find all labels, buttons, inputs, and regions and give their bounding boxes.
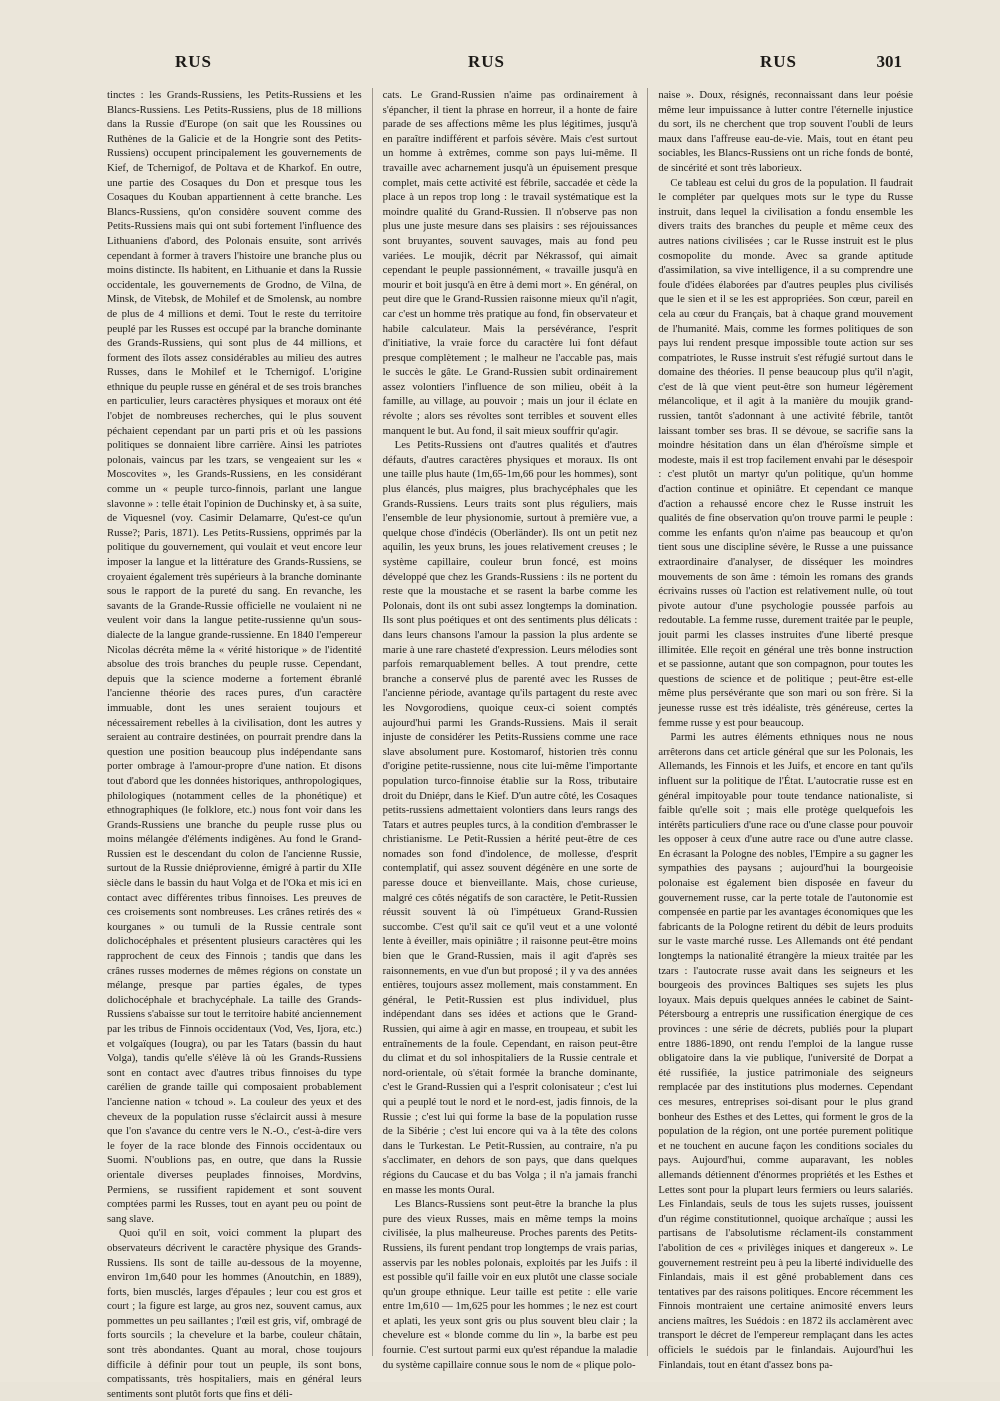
- column-divider: [372, 88, 373, 1356]
- column-2: [382, 88, 638, 1371]
- column-1: [107, 88, 362, 1400]
- column-divider: [647, 88, 648, 1356]
- running-header: [0, 52, 1000, 82]
- paragraph: tinctes : les Grands-Russiens, les Petits-Russiens et les Blancs-Russiens. Les Petits-Russiens, plus de 18 millions dans la Russie d'Europe (on sait que les Roussines ou Ruthènes de la Galicie et de la Hongrie sont des Petits-Russiens) occupent principalement les gouvernements de Kief, de Tchernigof, de Poltava et de Kharkof. En outre, une partie des Cosaques du Don et presque tous les Cosaques du Kouban appartiennent à cette branche. Les Blancs-Russiens, qu'on considère souvent comme des Petits-Russiens mais qui ont subi fortement l'influence des Lithuaniens d'abord, des Polonais ensuite, sont arrivés cependant à former à travers l'histoire une branche plus ou moins distincte. Ils habitent, en Lithuanie et dans la Russie occidentale, les gouvernements de Grodno, de Vilna, de Minsk, de Vitebsk, de Mohilef et de Smolensk, au nombre de plus de 4 millions et demi. Tout le reste du territoire peuplé par les Russes est occupé par la branche dominante des Grands-Russiens, qui sont plus de 44 millions, et forment des îlots assez considérables au milieu des autres Russes, dans le Mohilef et le Tchernigof. L'origine ethnique du peuple russe en général et de ses trois branches en particulier, leurs caractères physiques et moraux ont été l'objet de nombreuses recherches, qui le plus souvent péchaient cependant par un parti pris et où les passions politiques se donnaient libre carrière. Ainsi les patriotes polonais, vaincus par les tzars, se vengeaient sur les « Moscovites », les Grands-Russiens, en les considérant comme un « peuple turco-finnois, parlant une langue slavonne » : telle était l'opinion de Duchinsky et, à sa suite, de Viquesnel (voy. Casimir Delamarre, Qu'est-ce qu'un Russe?; Paris, 1871). Les Petits-Russiens, opprimés par la politique du gouvernement, qui voulait et veut encore leur imposer la langue et la littérature des Grands-Russiens, se croyaient également très supérieurs à la branche dominante sous le rapport de la pureté du sang. En revanche, les savants de la Grande-Russie officielle ne voulaient ni ne veulent voir dans la langue petite-russienne qu'un sous-dialecte de la langue grande-russienne. En 1840 l'empereur Nicolas décréta même la « vérité historique » de l'identité absolue des trois branches du peuple russe. Cependant, depuis que la science moderne a fortement ébranlé l'ancienne théorie des races pures, d'un caractère immuable, dont les unes seraient toujours et nécessairement rebelles à la civilisation, dont les autres y seraient au contraire destinées, on pourrait prendre dans la question une position beaucoup plus indépendante sans porter ombrage à l'amour-propre d'une nation. Et disons tout d'abord que les données historiques, anthropologiques, philologiques (notamment celles de la phonétique) et ethnographiques (le folklore, etc.) nous font voir dans les Grands-Russiens une branche du peuple russe plus ou moins mélangée d'éléments indigènes. Au fond le Grand-Russien est le descendant du colon de l'ancienne Russie, surtout de la Russie dniéprovienne, émigré à partir du XIIe siècle dans le bassin du haut Volga et de l'Oka et mis ici en contact avec différentes tribus finnoises. Les preuves de ces croisements sont nombreuses. Les crânes retirés des « kourganes » ou tumuli de la Russie centrale sont dolichocéphales et présentent plusieurs caractères qui les rapprochent de ceux des Finnois ; tandis que dans les crânes russes modernes de mêmes régions on constate un mélange, presque par parties égales, de types dolichocéphale et brachycéphale. La taille des Grands-Russiens s'abaisse sur tout le territoire habité anciennement par les tribus de Finnois occidentaux (Vod, Ves, Ijora, etc.) et volgaïques (Iougra), ou par les Tatars (bassin du haut Volga), tandis qu'elle s'élève là où les Grands-Russiens sont en contact avec d'autres tribus finnoises du type carélien de grande taille qui composaient probablement l'ancienne nation « tchoud ». La couleur des yeux et des cheveux de la population russe s'éclaircit aussi à mesure que l'on s'avance du centre vers le N.-O., c'est-à-dire vers le foyer de la race blonde des Finnois occidentaux ou Suomi. N'oublions pas, en outre, que dans la Russie orientale diverses peuplades finnoises, Mordvins, Permiens, se russifient rapidement et sont souvent comptées parmi les Russes, tout en ayant peu ou point de sang slave.: [107, 89, 362, 1225]
- header-right: RUS: [760, 52, 798, 71]
- paragraph: naise ». Doux, résignés, reconnaissant dans leur poésie même leur impuissance à lutter contre l'éternelle injustice du sort, ils ne cherchent que trop souvent l'oubli de leurs maux dans l'affreuse eau-de-vie. Mais, tout en étant peu sociables, les Blancs-Russiens ont un riche fonds de bonté, de sincérité et sont très laborieux.: [658, 89, 914, 174]
- paragraph: Ce tableau est celui du gros de la population. Il faudrait le compléter par quelques mots sur le type du Russe instruit, dans lequel la civilisation a fondu ensemble les divers traits des branches du peuple et même ceux des autres nations civilisées ; car le Russe instruit est le plus cosmopolite du monde. Avec sa grande aptitude d'assimilation, sa vive intelligence, il a su comprendre une foule d'idées élaborées par d'autres peuples plus civilisés que le sien et il se les est appropriées. Son cœur, pareil en cela au cœur du Français, bat à chaque grand mouvement de l'humanité. Mais, comme les formes politiques de son pays lui rendent presque impossible toute action sur ses compatriotes, le Russe instruit s'est réfugié surtout dans le domaine des théories. Il pense beaucoup plus qu'il n'agit, c'est de là que vient peut-être son humeur légèrement mélancolique, et il agit à la manière du moujik grand-russien, tantôt s'adonnant à une activité fébrile, tantôt laissant tomber ses bras. Il se dévoue, se sacrifie sans la moindre hésitation dans un élan d'héroïsme simple et modeste, mais il est trop facilement envahi par le désespoir : c'est plutôt un martyr qu'un politique, qu'un homme d'action continue et opiniâtre. Et cependant ce manque d'action a rehaussé encore chez le Russe instruit les qualités de fine observation qu'on trouve parmi le peuple : comme les enfants qu'on n'aime pas beaucoup et qu'on tient sous une discipline sévère, le Russe a une puissance extraordinaire d'analyser, de disséquer les moindres mouvements de son âme : témoin les romans des grands écrivains russes où l'action est relativement nulle, où tout pivote autour d'une psychologie poussée parfois au redoutable. La femme russe, durement traitée par le peuple, jouit parmi les classes instruites d'une liberté presque illimitée. Elle reçoit en général une très bonne instruction et se passionne, autant que son compagnon, pour toutes les questions de science et de politique ; peut-être est-elle même plus persévérante que son mari ou son frère. Si la jeunesse russe est très idéaliste, très généreuse, certes la femme russe y est pour beaucoup.: [658, 176, 914, 729]
- paragraph: Parmi les autres éléments ethniques nous ne nous arrêterons dans cet article général que sur les Polonais, les Allemands, les Finnois et les Juifs, et encore en tant qu'ils influent sur la politique de l'État. L'autocratie russe est en général impitoyable pour toute tendance nationaliste, si faible qu'elle soit ; mais elle protège quelquefois les intérêts particuliers d'une race ou d'une classe pour pouvoir les opposer à ceux d'une autre race ou d'une autre classe. En écrasant la Pologne des nobles, l'Empire a su gagner les sympathies des paysans ; aujourd'hui la bourgeoisie polonaise est également bien disposée en faveur du gouvernement russe, car la perte totale de l'autonomie est compensée en partie par les avantages économiques que les fabricants de la Pologne retirent du débit de leurs produits sur le vaste marché russe. Les Allemands ont été pendant longtemps la nationalité étrangère la mieux traitée par les tzars : l'autocrate russe avait dans les seigneurs et les bourgeois des provinces Baltiques ses sujets les plus loyaux. Mais depuis quelques années le cabinet de Saint-Pétersbourg a entrepris une russification énergique de ces provinces : une série de décrets, publiés pour la plupart entre 1886-1890, ont rendu l'emploi de la langue russe obligatoire dans la vie publique, l'université de Dorpat a été russifiée, la justice patrimoniale des seigneurs remplacée par des institutions plus modernes. Cependant ces mesures, entreprises soi-disant pour le plus grand bonheur des Esthes et des Lettes, qui forment le gros de la population de la région, ont une portée purement politique et ne touchent en aucune façon les conditions sociales du pays. Aujourd'hui, comme auparavant, les nobles allemands détiennent d'énormes propriétés et les Esthes et Lettes sont pour la plupart leurs fermiers ou leurs salariés. Les Finlandais, seuls de tous les sujets russes, jouissent d'un régime constitutionnel, quoique archaïque ; aussi les partisans de l'absolutisme réclament-ils constamment l'abolition de ces « privilèges iniques et dangereux ». Le gouvernement restreint peu à peu la liberté individuelle des Finlandais, mais il est gêné probablement dans ces tentatives par des raisons politiques. Encore récemment les Finnois montraient une certaine animosité envers leurs anciens maîtres, les Suédois : en 1872 ils acclamèrent avec transport le décret de l'empereur remplaçant dans les actes officiels le suédois par le finlandais. Aujourd'hui les Finlandais, tout en étant d'assez bons pa-: [658, 731, 914, 1371]
- header-center: RUS: [468, 52, 506, 71]
- paragraph: cats. Le Grand-Russien n'aime pas ordinairement à s'épancher, il tient la phrase en horreur, il a honte de faire parade de ses affections même les plus légitimes, jusqu'à en paraître indifférent et parfois sévère. Mais c'est surtout un homme à extrêmes, comme son pays lui-même. Il travaille avec acharnement jusqu'à un épuisement presque complet, mais cette activité est fébrile, saccadée et cède la place à un repos trop long : le travail systématique est la moindre qualité du Grand-Russien. Il n'observe pas non plus une juste mesure dans ses plaisirs : ses réjouissances sont bruyantes, souvent sauvages, mais au fond peu variées. Le moujik, décrit par Nékrassof, qui aimait cependant le peuple passionnément, « travaille jusqu'à en mourir et boit jusqu'à en être à demi mort ». En général, on peut dire que le Grand-Russien raisonne mieux qu'il n'agit, car c'est un homme très pratique au fond, fin observateur et habile calculateur. Mais la persévérance, l'esprit d'initiative, la vraie force du caractère lui font défaut presque complètement ; le malheur ne l'accable pas, mais le succès le gâte. Le Grand-Russien subit ordinairement assez volontiers l'influence de son milieu, obéit à la famille, au village, au pouvoir ; mais un jour il éclate en révolte ; alors ses révoltes sont terribles et souvent elles manquent le but. Au fond, il sait mieux souffrir qu'agir.: [382, 89, 638, 437]
- header-left: RUS: [175, 52, 213, 71]
- column-3: [658, 88, 914, 1371]
- page-number: 301: [876, 52, 902, 71]
- paragraph: Les Petits-Russiens ont d'autres qualités et d'autres défauts, d'autres caractères physiques et moraux. Ils ont une taille plus haute (1m,65-1m,66 pour les hommes), sont plus élancés, plus maigres, plus brachycéphales que les Grands-Russiens. Leurs traits sont plus réguliers, mais l'ensemble de leur physionomie, surtout à première vue, a quelque chose d'indécis (Oberländer). Ils ont un petit nez aquilin, les yeux bruns, les joues relativement creuses ; le système capillaire, couleur brun foncé, est moins développé que chez les Grands-Russiens : ils ne portent du reste que la moustache et se rasent la barbe comme les Polonais, dont ils ont subi assez longtemps la domination. Ils sont plus poétiques et ont des sentiments plus délicats : dans leurs chansons l'amour la passion la plus ardente se marie à une rare chasteté d'expression. Leurs mélodies sont parfois remarquablement belles. A tout prendre, cette branche a conservé plus de parenté avec les Russes de l'ancienne période, avantage qu'ils partagent du reste avec les Novgorodiens, quoique ceux-ci soient comptés aujourd'hui parmi les Grands-Russiens. Mais il serait injuste de considérer les Petits-Russiens comme une race slave absolument pure. Kostomarof, historien très connu d'origine petite-russienne, nous cite lui-même l'importante population turco-finnoise établie sur la Ross, tributaire droit du Dniépr, dans le Kief. D'un autre côté, les Cosaques petits-russiens admettaient volontiers dans leurs rangs des Tatars et autres peuples turcs, à la condition d'embrasser le christianisme. Le Petit-Russien a hérité peut-être de ces nomades son fond d'indolence, de mollesse, d'esprit contemplatif, qui assez souvent dégénère en une sorte de paresse douce et bienveillante. Mais, chose curieuse, malgré ces côtés négatifs de son caractère, le Petit-Russien réussit souvent là où l'impétueux Grand-Russien succombe. C'est qu'il sait ce qu'il veut et a une volonté lente à éveiller, mais opiniâtre ; il raisonne peut-être moins bien que le Grand-Russien, mais il agit d'après ses raisonnements, en vue d'un but proposé ; il y va des années entières, toujours assez mollement, mais constamment. En général, le Petit-Russien est plus individuel, plus indépendant dans ses idées et actions que le Grand-Russien, qui aime à agir en masse, en troupeau, et subit les entraînements de la foule. Cependant, en raison peut-être du climat et du sol inhospitaliers de la Russie centrale et nord-orientale, où s'était formée la branche dominante, c'est le Grand-Russien qui a l'esprit colonisateur ; c'est lui qui a peuplé tout le nord et le nord-est, jadis finnois, de la Russie ; c'est lui qui forme la base de la population russe de la Sibérie ; c'est lui encore qui va à la tête des colons dans le Turkestan. Le Petit-Russien, au contraire, n'a pu s'acclimater, en dehors de son pays, que dans quelques régions du Caucase et du bas Volga ; il n'a jamais franchi en masse les monts Oural.: [382, 439, 638, 1196]
- paragraph: Les Blancs-Russiens sont peut-être la branche la plus pure des vieux Russes, mais en même temps la moins civilisée, la plus malheureuse. Proches parents des Petits-Russiens, ils furent pendant trop longtemps de vrais parias, asservis par les nobles polonais, exploités par les Juifs : il est possible qu'il faille voir en eux plutôt une classe sociale qu'un groupe ethnique. Leur taille est petite : elle varie entre 1m,610 — 1m,625 pour les hommes ; le nez est court et aplati, les yeux sont gris ou plus souvent bleu clair ; la chevelure est « blonde comme du lin », la barbe est peu fournie. C'est surtout parmi eux qu'est répandue la maladie du système capillaire connue sous le nom de « plique polo-: [382, 1198, 638, 1371]
- paragraph: Quoi qu'il en soit, voici comment la plupart des observateurs décrivent le caractère physique des Grands-Russiens. Ils sont de taille au-dessous de la moyenne, environ 1m,640 pour les hommes (Anoutchin, en 1889), forts, bien musclés, larges d'épaules ; leur cou est gros et court ; la figure est large, au gros nez, souvent camus, aux pommettes un peu saillantes ; l'œil est gris, vif, ombragé de forts sourcils ; la chevelure et la barbe, couleur châtain, sont très abondantes. Quant au moral, chose toujours difficile à définir pour tout un peuple, ils sont bons, compatissants, très hospitaliers, mais en général leurs sentiments sont plutôt forts que fins et déli-: [107, 1227, 362, 1400]
- text-columns: [107, 88, 914, 1400]
